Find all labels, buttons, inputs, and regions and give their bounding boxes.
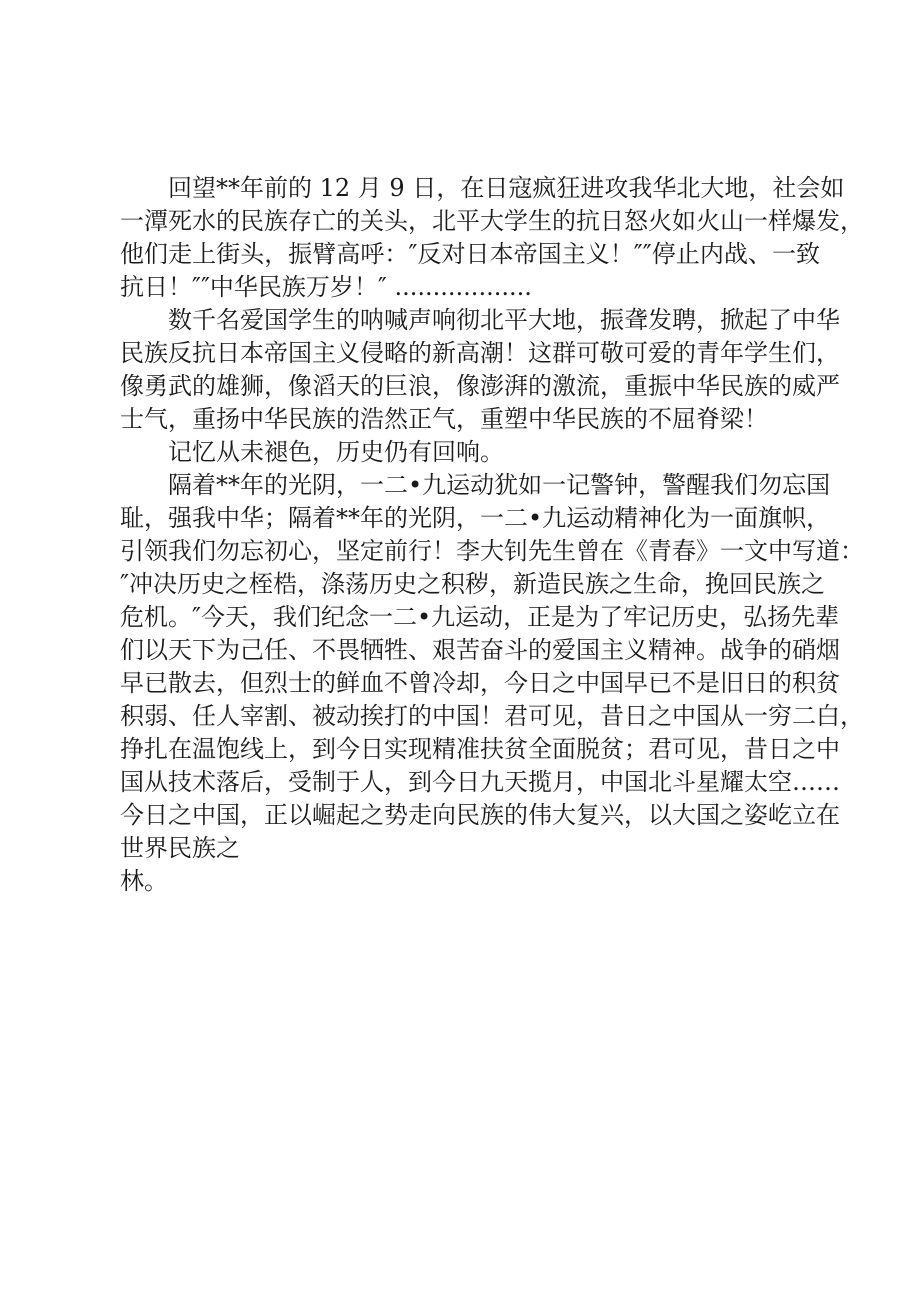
paragraph-4-line-10: 国从技术落后，受制于人，到今日九天揽月，中国北斗星耀太空…… bbox=[120, 768, 840, 796]
paragraph-4-line-5: 危机。″今天，我们纪念一二•九运动，正是为了牢记历史，弘扬先辈 bbox=[120, 603, 840, 631]
paragraph-1-line-2: 一潭死水的民族存亡的关头，北平大学生的抗日怒火如火山一样爆发， bbox=[120, 207, 864, 235]
paragraph-2-line-3: 像勇武的雄狮，像滔天的巨浪，像澎湃的激流，重振中华民族的威严 bbox=[120, 372, 840, 400]
paragraph-4-line-12: 世界民族之 bbox=[120, 834, 240, 862]
paragraph-1-line-3: 他们走上街头，振臂高呼：″反对日本帝国主义！″″停止内战、一致 bbox=[120, 240, 820, 268]
paragraph-4-line-9: 挣扎在温饱线上，到今日实现精准扶贫全面脱贫；君可见，昔日之中 bbox=[120, 735, 840, 763]
paragraph-2-line-1: 数千名爱国学生的呐喊声响彻北平大地，振聋发聘，掀起了中华 bbox=[168, 306, 840, 334]
paragraph-2-line-2: 民族反抗日本帝国主义侵略的新高潮！这群可敬可爱的青年学生们， bbox=[120, 339, 840, 367]
paragraph-2-line-4: 士气，重扬中华民族的浩然正气，重塑中华民族的不屈脊梁！ bbox=[120, 405, 768, 433]
paragraph-4-line-13: 林。 bbox=[120, 867, 168, 895]
paragraph-1-line-4: 抗日！″″中华民族万岁！″ .................. bbox=[120, 273, 532, 301]
paragraph-4-line-8: 积弱、任人宰割、被动挨打的中国！君可见，昔日之中国从一穷二白， bbox=[120, 702, 864, 730]
paragraph-4-line-4: ″冲决历史之桎梏，涤荡历史之积秽，新造民族之生命，挽回民族之 bbox=[120, 570, 825, 598]
paragraph-4-line-2: 耻，强我中华；隔着**年的光阴，一二•九运动精神化为一面旗帜， bbox=[120, 504, 831, 532]
paragraph-1-line-1: 回望**年前的 12 月 9 日，在日寇疯狂进攻我华北大地，社会如 bbox=[168, 174, 845, 202]
article-body bbox=[120, 172, 864, 898]
paragraph-4-line-6: 们以天下为己任、不畏牺牲、艰苦奋斗的爱国主义精神。战争的硝烟 bbox=[120, 636, 840, 664]
paragraph-4-line-3: 引领我们勿忘初心，坚定前行！李大钊先生曾在《青春》一文中写道： bbox=[120, 537, 864, 565]
paragraph-4-line-7: 早已散去，但烈士的鲜血不曾冷却，今日之中国早已不是旧日的积贫 bbox=[120, 669, 840, 697]
paragraph-4-line-1: 隔着**年的光阴，一二•九运动犹如一记警钟，警醒我们勿忘国 bbox=[168, 471, 831, 499]
paragraph-4-line-11: 今日之中国，正以崛起之势走向民族的伟大复兴，以大国之姿屹立在 bbox=[120, 801, 840, 829]
paragraph-3-line-1: 记忆从未褪色，历史仍有回响。 bbox=[168, 438, 504, 466]
